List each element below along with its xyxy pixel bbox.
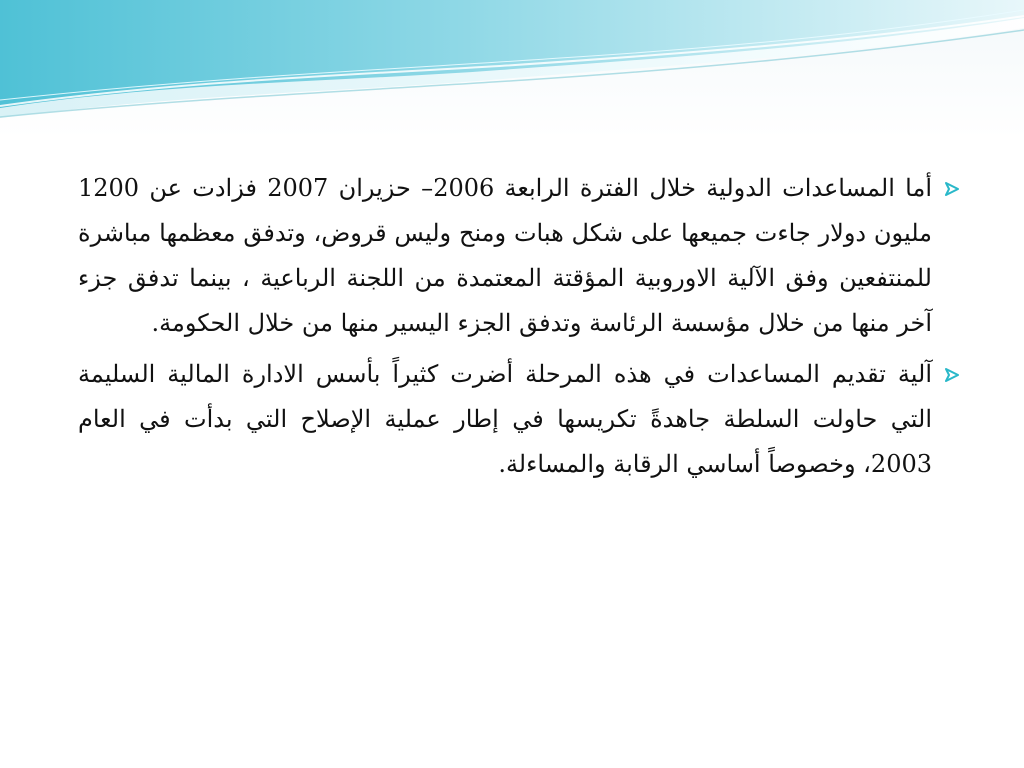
bullet-paragraph-1 <box>78 166 964 346</box>
arrowhead-bullet-icon <box>940 352 964 397</box>
bullet-paragraph-2 <box>78 352 964 487</box>
bullet-text-2: آلية تقديم المساعدات في هذه المرحلة أضرت كثيراً بأسس الادارة المالية السليمة التي حاولت السلطة جاهدةً تكريسها في إطار عملية الإصلاح التي بدأت في العام 2003، وخصوصاً أساسي الرقابة والمساءلة. <box>78 360 932 478</box>
decorative-wave-header <box>0 0 1024 120</box>
slide-content <box>78 166 964 493</box>
arrowhead-bullet-icon <box>940 166 964 211</box>
bullet-text-1: أما المساعدات الدولية خلال الفترة الرابعة 2006– حزيران 2007 فزادت عن 1200 مليون دولار جاءت جميعها على شكل هبات ومنح وليس قروض، وتدفق معظمها مباشرة للمنتفعين وفق الآلية الاوروبية المؤقتة المعتمدة من اللجنة الرباعية ، بينما تدفق جزء آخر منها من خلال مؤسسة الرئاسة وتدفق الجزء اليسير منها من خلال الحكومة. <box>78 174 933 337</box>
